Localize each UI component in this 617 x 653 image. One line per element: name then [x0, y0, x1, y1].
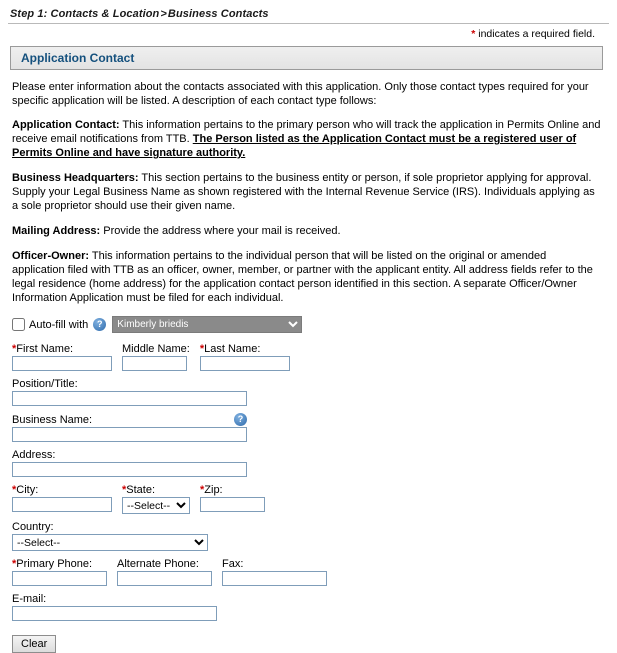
- city-label-text: City:: [16, 484, 39, 496]
- email-input[interactable]: [12, 606, 217, 621]
- paragraph-body: Provide the address where your mail is received.: [100, 225, 341, 237]
- first-name-input[interactable]: [12, 356, 112, 371]
- zip-input[interactable]: [200, 497, 265, 512]
- address-field: [12, 449, 247, 477]
- alternate-phone-label: Alternate Phone:: [117, 558, 199, 570]
- required-asterisk: *: [122, 484, 127, 496]
- autofill-select[interactable]: [112, 316, 302, 333]
- address-label: Address:: [12, 449, 56, 461]
- middle-name-label: [122, 343, 190, 355]
- required-asterisk: *: [200, 484, 205, 496]
- last-name-field: [200, 343, 290, 371]
- business-name-label: [12, 413, 247, 426]
- state-label-text: State:: [126, 484, 156, 496]
- business-name-input[interactable]: [12, 427, 247, 442]
- intro-text: Please enter information about the contacts associated with this application. Only those contact types required for your specific application will be listed. A description of each contact type follows:: [12, 81, 589, 107]
- paragraph-emphasis: The Person listed as the Application Contact must be a registered user of Permits Online and have signature authority.: [12, 133, 577, 159]
- autofill-checkbox[interactable]: [12, 318, 25, 331]
- button-row: [12, 635, 609, 653]
- position-row: [12, 378, 609, 406]
- required-field-note: [8, 28, 609, 40]
- city-input[interactable]: [12, 497, 112, 512]
- position-title-field: [12, 378, 247, 406]
- zip-label: [200, 484, 265, 496]
- middle-name-input[interactable]: [122, 356, 187, 371]
- panel-title: Application Contact: [10, 46, 603, 70]
- phone-row: [12, 558, 609, 586]
- paragraph-body: This information pertains to the individual person that will be listed on the original or amended application filed with TTB as an officer, owner, member, or partner with the applicant entity. All address fields refer to the legal residence (home address) for the application contact person identified in this section. A separate Officer/Owner Information Application must be filed for each individual.: [12, 250, 593, 304]
- alternate-phone-input[interactable]: [117, 571, 212, 586]
- city-state-zip-row: [12, 484, 609, 514]
- paragraph-body: This information pertains to the primary person who will track the application in Permits Online and receive email notifications from TTB.: [12, 119, 601, 145]
- autofill-label: Auto-fill with: [29, 318, 89, 331]
- country-row: [12, 521, 609, 551]
- clear-button[interactable]: Clear: [12, 635, 56, 653]
- primary-phone-input[interactable]: [12, 571, 107, 586]
- position-title-input[interactable]: [12, 391, 247, 406]
- state-select[interactable]: [122, 497, 190, 514]
- address-input[interactable]: [12, 462, 247, 477]
- autofill-row: [12, 316, 609, 333]
- required-asterisk: *: [12, 343, 17, 355]
- middle-name-label-text: Middle Name:: [122, 343, 190, 355]
- state-field: [122, 484, 190, 514]
- business-name-row: [12, 413, 609, 442]
- required-asterisk: *: [12, 484, 17, 496]
- paragraph-lead: Officer-Owner:: [12, 250, 90, 262]
- email-row: [12, 593, 609, 621]
- fax-label: Fax:: [222, 558, 244, 570]
- last-name-label-text: Last Name:: [204, 343, 261, 355]
- first-name-label-text: First Name:: [16, 343, 74, 355]
- primary-phone-label: [12, 558, 107, 570]
- city-label: [12, 484, 112, 496]
- paragraph-business-headquarters: [12, 171, 601, 213]
- business-name-field: [12, 413, 247, 442]
- breadcrumb-current: Business Contacts: [167, 8, 269, 20]
- paragraph-lead: Mailing Address:: [12, 225, 101, 237]
- contact-form: [12, 343, 609, 621]
- email-label: E-mail:: [12, 593, 47, 605]
- breadcrumb: [8, 6, 609, 23]
- business-name-label-text: Business Name:: [12, 413, 93, 426]
- country-label: Country:: [12, 521, 54, 533]
- last-name-label: [200, 343, 290, 355]
- breadcrumb-separator: >: [160, 8, 167, 20]
- fax-field: [222, 558, 327, 586]
- fax-input[interactable]: [222, 571, 327, 586]
- required-asterisk: *: [199, 343, 205, 355]
- city-field: [12, 484, 112, 514]
- primary-phone-label-text: Primary Phone:: [16, 558, 93, 570]
- help-icon[interactable]: ?: [93, 318, 106, 331]
- address-row: [12, 449, 609, 477]
- country-field: [12, 521, 208, 551]
- required-note-text: indicates a required field.: [475, 28, 595, 40]
- zip-field: [200, 484, 265, 514]
- position-title-label: Position/Title:: [12, 378, 78, 390]
- paragraph-application-contact: [12, 118, 601, 160]
- help-icon[interactable]: ?: [234, 413, 247, 426]
- email-field: [12, 593, 217, 621]
- alternate-phone-field: [117, 558, 212, 586]
- name-row: [12, 343, 609, 371]
- zip-label-text: Zip:: [204, 484, 223, 496]
- paragraph-body: This section pertains to the business entity or person, if sole proprietor applying for approval. Supply your Legal Business Name as shown registered with the Internal Revenue Service (IRS). Individuals applying as a sole proprietor should use their given name.: [12, 172, 595, 212]
- last-name-input[interactable]: [200, 356, 290, 371]
- paragraph-mailing-address: [12, 224, 601, 238]
- paragraph-lead: Application Contact:: [12, 119, 120, 131]
- breadcrumb-divider: [8, 23, 609, 24]
- country-select[interactable]: [12, 534, 208, 551]
- required-asterisk: *: [471, 28, 476, 40]
- state-label: [122, 484, 190, 496]
- paragraph-lead: Business Headquarters:: [12, 172, 139, 184]
- required-asterisk: *: [12, 558, 17, 570]
- paragraph-officer-owner: [12, 249, 601, 305]
- primary-phone-field: [12, 558, 107, 586]
- first-name-field: [12, 343, 112, 371]
- middle-name-field: [122, 343, 190, 371]
- first-name-label: [12, 343, 112, 355]
- breadcrumb-step[interactable]: Step 1: Contacts & Location: [10, 8, 160, 20]
